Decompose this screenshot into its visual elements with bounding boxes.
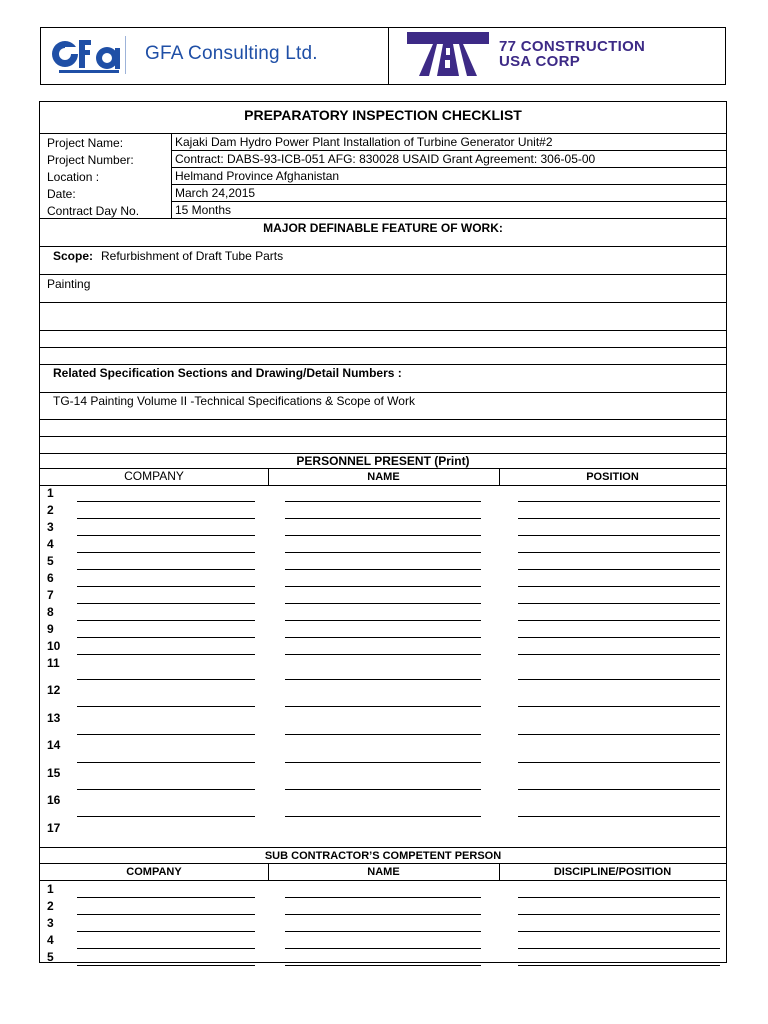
scope-value: Refurbishment of Draft Tube Parts [101,249,284,263]
personnel-row-number: 3 [47,520,54,534]
subcontractor-company-line[interactable] [77,914,255,915]
personnel-position-line[interactable] [518,586,720,587]
personnel-position-line[interactable] [518,816,720,817]
construction-name-line1: 77 CONSTRUCTION [499,38,646,55]
personnel-position-line[interactable] [518,603,720,604]
personnel-company-line[interactable] [77,762,255,763]
personnel-position-line[interactable] [518,789,720,790]
gfa-company-name: GFA Consulting Ltd. [145,43,318,64]
personnel-row-number: 14 [47,738,61,752]
subcontractor-row-number: 1 [47,882,54,896]
road-logo-icon [407,30,489,78]
subcontractor-position-line[interactable] [518,897,720,898]
related-spec-heading: Related Specification Sections and Drawing/Detail Numbers : [53,366,402,380]
personnel-row-number: 4 [47,537,54,551]
subcontractor-name-line[interactable] [285,948,481,949]
personnel-name-line[interactable] [285,816,481,817]
subcontractor-col-position: DISCIPLINE/POSITION [553,866,672,878]
personnel-company-line[interactable] [77,734,255,735]
personnel-name-line[interactable] [285,734,481,735]
personnel-name-line[interactable] [285,706,481,707]
subcontractor-row-number: 2 [47,899,54,913]
subcontractor-position-line[interactable] [518,914,720,915]
contract-day-label: Contract Day No. [47,204,140,218]
personnel-row-number: 2 [47,503,54,517]
personnel-name-line[interactable] [285,620,481,621]
personnel-row-number: 7 [47,588,54,602]
personnel-position-line[interactable] [518,637,720,638]
personnel-row-number: 17 [47,821,61,835]
project-number-label: Project Number: [47,153,134,167]
personnel-name-line[interactable] [285,679,481,680]
subcontractor-row-number: 5 [47,950,54,964]
subcontractor-name-line[interactable] [285,897,481,898]
personnel-company-line[interactable] [77,816,255,817]
personnel-name-line[interactable] [285,762,481,763]
personnel-company-line[interactable] [77,789,255,790]
personnel-row-number: 13 [47,711,61,725]
personnel-name-line[interactable] [285,789,481,790]
date-value: March 24,2015 [175,186,256,200]
personnel-position-line[interactable] [518,734,720,735]
personnel-company-line[interactable] [77,552,255,553]
subcontractor-name-line[interactable] [285,965,481,966]
personnel-name-line[interactable] [285,603,481,604]
scope-label: Scope: [53,249,94,263]
subcontractor-position-line[interactable] [518,931,720,932]
personnel-row-number: 15 [47,766,61,780]
personnel-name-line[interactable] [285,637,481,638]
personnel-col-name: NAME [367,471,400,483]
personnel-name-line[interactable] [285,654,481,655]
personnel-company-line[interactable] [77,637,255,638]
painting-text: Painting [47,277,91,291]
subcontractor-col-company: COMPANY [126,866,182,878]
header-divider [388,28,389,84]
personnel-position-line[interactable] [518,518,720,519]
personnel-col-position: POSITION [586,471,639,483]
personnel-row-number: 9 [47,622,54,636]
major-feature-heading: MAJOR DEFINABLE FEATURE OF WORK: [263,221,503,235]
personnel-position-line[interactable] [518,620,720,621]
project-name-value: Kajaki Dam Hydro Power Plant Installation of Turbine Generator Unit#2 [175,135,553,149]
gfa-logo-icon [49,32,127,78]
subcontractor-company-line[interactable] [77,948,255,949]
personnel-name-line[interactable] [285,518,481,519]
personnel-company-line[interactable] [77,569,255,570]
personnel-row-number: 16 [47,793,61,807]
personnel-position-line[interactable] [518,501,720,502]
subcontractor-row-number: 3 [47,916,54,930]
inspection-checklist-form [39,101,727,963]
subcontractor-row-number: 4 [47,933,54,947]
personnel-company-line[interactable] [77,620,255,621]
personnel-name-line[interactable] [285,535,481,536]
form-title: PREPARATORY INSPECTION CHECKLIST [244,107,522,123]
personnel-name-line[interactable] [285,501,481,502]
personnel-company-line[interactable] [77,501,255,502]
personnel-row-number: 12 [47,683,61,697]
document-header [40,27,726,85]
personnel-position-line[interactable] [518,762,720,763]
personnel-position-line[interactable] [518,679,720,680]
related-spec-value: TG-14 Painting Volume II -Technical Specifications & Scope of Work [53,394,415,408]
date-label: Date: [47,187,76,201]
personnel-row-number: 5 [47,554,54,568]
subcontractor-name-line[interactable] [285,914,481,915]
personnel-company-line[interactable] [77,586,255,587]
personnel-company-line[interactable] [77,706,255,707]
personnel-row-number: 8 [47,605,54,619]
personnel-name-line[interactable] [285,552,481,553]
personnel-row-number: 6 [47,571,54,585]
project-name-label: Project Name: [47,136,124,150]
location-value: Helmand Province Afghanistan [175,169,340,183]
personnel-row-number: 10 [47,639,61,653]
location-label: Location : [47,170,100,184]
subcontractor-company-line[interactable] [77,965,255,966]
subcontractor-name-line[interactable] [285,931,481,932]
subcontractor-company-line[interactable] [77,931,255,932]
project-number-value: Contract: DABS-93-ICB-051 AFG: 830028 USAID Grant Agreement: 306-05-00 [175,152,596,166]
subcontractor-position-line[interactable] [518,948,720,949]
personnel-col-company: COMPANY [124,469,184,483]
subcontractor-heading: SUB CONTRACTOR’S COMPETENT PERSON [264,850,502,862]
subcontractor-col-name: NAME [367,866,400,878]
personnel-name-line[interactable] [285,569,481,570]
personnel-row-number: 11 [47,656,60,670]
construction-name-line2: USA CORP [499,53,581,70]
personnel-row-number: 1 [47,486,54,500]
personnel-position-line[interactable] [518,654,720,655]
personnel-position-line[interactable] [518,706,720,707]
personnel-company-line[interactable] [77,603,255,604]
personnel-heading: PERSONNEL PRESENT (Print) [296,454,470,468]
personnel-position-line[interactable] [518,535,720,536]
personnel-name-line[interactable] [285,586,481,587]
contract-day-value: 15 Months [175,203,232,217]
gfa-logo-divider [125,36,126,74]
personnel-company-line[interactable] [77,535,255,536]
personnel-position-line[interactable] [518,569,720,570]
personnel-company-line[interactable] [77,518,255,519]
personnel-company-line[interactable] [77,654,255,655]
personnel-company-line[interactable] [77,679,255,680]
personnel-position-line[interactable] [518,552,720,553]
subcontractor-position-line[interactable] [518,965,720,966]
subcontractor-company-line[interactable] [77,897,255,898]
